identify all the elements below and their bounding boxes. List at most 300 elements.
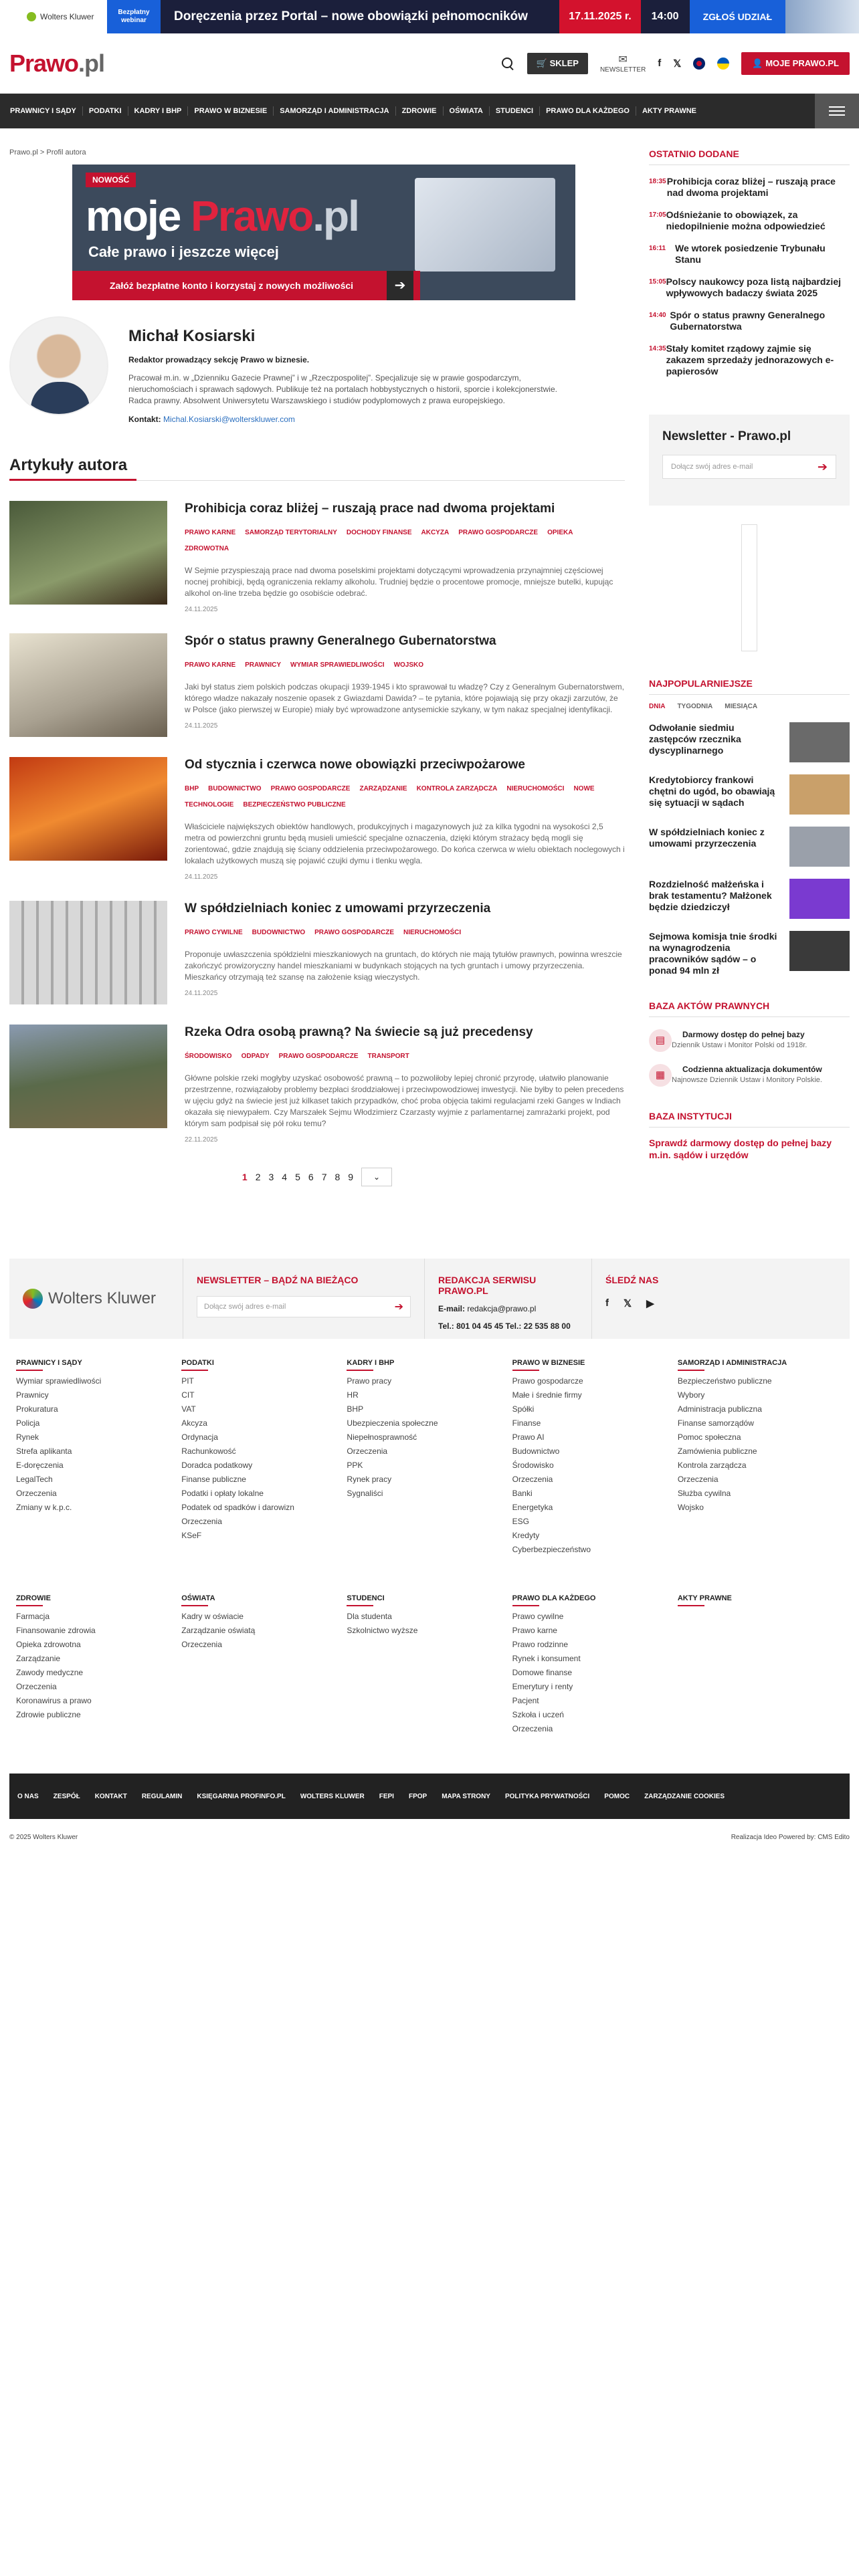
footer-link[interactable]: Finanse publiczne xyxy=(181,1475,246,1484)
nav-item[interactable]: AKTY PRAWNE xyxy=(642,107,697,115)
footer-link[interactable]: HR xyxy=(347,1390,359,1400)
article-tag[interactable]: WOJSKO xyxy=(393,661,424,669)
moje-prawo-button[interactable] xyxy=(741,52,850,75)
page-link[interactable]: 4 xyxy=(282,1172,288,1182)
article-card[interactable] xyxy=(9,757,625,881)
article-tags xyxy=(185,525,625,557)
shop-button[interactable] xyxy=(527,53,588,74)
footer-editorial xyxy=(425,1259,592,1339)
footer-link[interactable]: Finanse samorządów xyxy=(677,1418,754,1428)
popular-thumbnail[interactable] xyxy=(789,774,850,815)
footer-tel2: 22 535 88 00 xyxy=(523,1321,571,1331)
article-thumbnail[interactable] xyxy=(9,501,167,605)
moje-prawo-label: MOJE PRAWO.PL xyxy=(765,58,839,68)
footer-column-heading[interactable]: AKTY PRAWNE xyxy=(678,1594,843,1606)
pagination xyxy=(9,1168,625,1186)
page-link[interactable]: 5 xyxy=(295,1172,300,1182)
popular-item[interactable] xyxy=(649,722,850,762)
page-link[interactable]: 3 xyxy=(268,1172,274,1182)
latest-item[interactable] xyxy=(649,176,850,199)
footer-bottom-link[interactable]: FEPI xyxy=(379,1792,394,1800)
popular-title[interactable]: Rozdzielność małżeńska i brak testamentu? Małżonek będzie dziedziczył xyxy=(649,879,772,912)
footer-link[interactable]: Zawody medyczne xyxy=(16,1668,84,1677)
footer-link[interactable]: Finansowanie zdrowia xyxy=(16,1626,96,1635)
footer-link[interactable]: Koronawirus a prawo xyxy=(16,1696,92,1705)
footer-link[interactable]: Orzeczenia xyxy=(181,1640,222,1649)
footer-link[interactable]: Prawo cywilne xyxy=(512,1612,564,1621)
article-card[interactable] xyxy=(9,633,625,737)
footer-editorial-title: REDAKCJA SERWISU PRAWO.PL xyxy=(438,1275,537,1296)
laptop-image xyxy=(415,178,555,272)
article-tag[interactable]: ODPADY xyxy=(241,1053,270,1060)
article-date: 24.11.2025 xyxy=(185,873,218,881)
article-thumbnail[interactable] xyxy=(9,633,167,737)
footer-link[interactable]: Ordynacja xyxy=(181,1432,218,1442)
footer-link[interactable]: Wybory xyxy=(677,1390,705,1400)
footer-column-heading[interactable]: PRAWNICY I SĄDY xyxy=(16,1359,181,1371)
footer-column xyxy=(16,1594,181,1733)
footer-link[interactable]: Pacjent xyxy=(512,1696,539,1705)
tab-day[interactable]: DNIA xyxy=(649,703,666,710)
base-item-title: Codzienna aktualizacja dokumentów xyxy=(682,1065,822,1074)
footer-column xyxy=(181,1359,347,1554)
article-thumbnail[interactable] xyxy=(9,901,167,1004)
main-nav xyxy=(0,94,859,128)
newsletter-title: Newsletter - Prawo.pl xyxy=(662,429,791,443)
footer-link[interactable]: Administracja publiczna xyxy=(677,1404,762,1414)
wk-logo-icon xyxy=(27,12,36,21)
article-date: 22.11.2025 xyxy=(185,1136,218,1144)
popular-title[interactable]: W spółdzielniach koniec z umowami przyrzeczenia xyxy=(649,827,765,849)
nav-item[interactable]: PODATKI xyxy=(83,106,128,116)
wk-logo-icon xyxy=(23,1289,43,1309)
footer-link[interactable]: Służba cywilna xyxy=(677,1489,731,1498)
footer-link[interactable]: Zdrowie publiczne xyxy=(16,1710,81,1719)
contact-label: Kontakt: xyxy=(128,415,161,424)
realization: Realizacja Ideo Powered by: CMS Edito xyxy=(731,1834,850,1841)
footer-link[interactable]: Rachunkowość xyxy=(181,1446,236,1456)
footer-bottom-link[interactable]: POLITYKA PRYWATNOŚCI xyxy=(504,1792,590,1800)
article-tag[interactable]: PRAWO KARNE xyxy=(185,529,236,536)
article-tag[interactable]: BUDOWNICTWO xyxy=(252,929,306,936)
latest-title[interactable]: Prohibicja coraz bliżej – ruszają prace nad dwoma projektami xyxy=(666,176,836,198)
footer-column-list xyxy=(347,1376,512,1498)
popular-title[interactable]: Odwołanie siedmiu zastępców rzecznika dyscyplinarnego xyxy=(649,722,741,756)
article-body xyxy=(185,501,625,613)
promo-join-button[interactable]: ZGŁOŚ UDZIAŁ xyxy=(690,0,785,33)
main-content xyxy=(9,148,638,1186)
footer-link[interactable]: Banki xyxy=(512,1489,533,1498)
footer-link[interactable]: Farmacja xyxy=(16,1612,50,1621)
footer-link[interactable]: VAT xyxy=(181,1404,196,1414)
nav-item[interactable]: PRAWO DLA KAŻDEGO xyxy=(540,106,636,116)
footer-link[interactable]: ESG xyxy=(512,1517,529,1526)
article-tags xyxy=(185,1049,625,1065)
footer-link[interactable]: Strefa aplikanta xyxy=(16,1446,72,1456)
promo-brand-label: Wolters Kluwer xyxy=(40,12,94,21)
user-icon: 👤 xyxy=(752,58,766,68)
article-date: 24.11.2025 xyxy=(185,606,218,613)
footer-column-list xyxy=(347,1612,512,1635)
popular-item[interactable] xyxy=(649,879,850,919)
nav-item[interactable]: ZDROWIE xyxy=(396,106,444,116)
popular-title[interactable]: Kredytobiorcy frankowi chętni do ugód, bo obawiają się sytuacji w sądach xyxy=(649,774,775,808)
article-tag[interactable]: OPIEKA ZDROWOTNA xyxy=(185,529,573,552)
footer-email-placeholder: Dołącz swój adres e-mail xyxy=(204,1303,286,1311)
banner-title xyxy=(86,191,359,241)
footer-bottom-link[interactable]: POMOC xyxy=(604,1792,630,1800)
footer-link[interactable]: Prokuratura xyxy=(16,1404,58,1414)
newsletter-button[interactable] xyxy=(600,53,646,74)
footer-column-heading[interactable]: KADRY I BHP xyxy=(347,1359,512,1371)
footer-link[interactable]: Energetyka xyxy=(512,1503,553,1512)
institutions-heading: BAZA INSTYTUCJI xyxy=(649,1111,850,1128)
latest-item[interactable] xyxy=(649,343,850,377)
nav-item[interactable]: KADRY I BHP xyxy=(128,106,189,116)
footer-bottom-link[interactable]: WOLTERS KLUWER xyxy=(300,1792,365,1800)
newsletter-box xyxy=(649,415,850,506)
footer-link[interactable]: Orzeczenia xyxy=(512,1475,553,1484)
page-link[interactable]: 1 xyxy=(242,1172,248,1182)
footer-link[interactable]: Budownictwo xyxy=(512,1446,560,1456)
page-link[interactable]: 8 xyxy=(335,1172,341,1182)
footer-link[interactable]: Prawo gospodarcze xyxy=(512,1376,583,1386)
article-tag[interactable]: TRANSPORT xyxy=(367,1053,409,1060)
footer-link[interactable]: Szkoła i uczeń xyxy=(512,1710,564,1719)
promo-photo xyxy=(785,0,859,33)
footer-link[interactable]: Zarządzanie oświatą xyxy=(181,1626,256,1635)
article-thumbnail[interactable] xyxy=(9,757,167,861)
ad-slot xyxy=(741,524,757,651)
footer-link[interactable]: Kredyty xyxy=(512,1531,540,1540)
article-tag[interactable]: AKCYZA xyxy=(421,529,450,536)
latest-title[interactable]: Spór o status prawny Generalnego Gubernatorstwa xyxy=(670,310,826,332)
footer-link[interactable]: Zamówienia publiczne xyxy=(677,1446,757,1456)
contact-email-link[interactable]: Michal.Kosiarski@wolterskluwer.com xyxy=(163,415,295,424)
latest-item[interactable] xyxy=(649,243,850,265)
article-lead: Główne polskie rzeki mogłyby uzyskać osobowość prawną – to pozwoliłoby lepiej chronić przyrodę, ułatwiło planowanie przestrzenne, rozwiązałoby problemy bezpłaci środdziałowej i przeciwpowodziowej inwestycji. Nie byłby to pełen precedens w ujęciu gdyż na świecie jest już kilkaset takich przypadków, choć proba objęcia takimi regulacjami rzeki Ganges w Indiach okazała się niewypałem. Czy Marszałek Sejmu Włodzimierz Czarzasty wyjmie z parlamentarnej zamrażarki projekt, pod którym sam podpisał się pół roku temu? xyxy=(185,1073,624,1128)
article-tag[interactable]: ŚRODOWISKO xyxy=(185,1053,232,1060)
page-link[interactable]: 9 xyxy=(348,1172,354,1182)
article-tag[interactable]: PRAWO CYWILNE xyxy=(185,929,243,936)
base-item-title: Darmowy dostęp do pełnej bazy xyxy=(682,1030,805,1039)
nav-item[interactable]: OŚWIATA xyxy=(444,106,490,116)
footer-brand-label: Wolters Kluwer xyxy=(48,1289,156,1307)
footer-link[interactable]: Zmiany w k.p.c. xyxy=(16,1503,72,1512)
latest-title[interactable]: Odśnieżanie to obowiązek, za niedopilnienie można odpowiedzieć xyxy=(666,209,826,231)
footer-link[interactable]: Opieka zdrowotna xyxy=(16,1640,81,1649)
footer-link[interactable]: KSeF xyxy=(181,1531,202,1540)
shop-label: SKLEP xyxy=(549,58,579,68)
menu-icon[interactable] xyxy=(815,94,859,128)
footer-link[interactable]: Podatki i opłaty lokalne xyxy=(181,1489,264,1498)
footer-link[interactable]: Orzeczenia xyxy=(512,1724,553,1733)
articles-heading: Artykuły autora xyxy=(9,456,625,481)
popular-title[interactable]: Sejmowa komisja tnie środki na wynagrodzenia pracowników sądów – o ponad 94 mln zł xyxy=(649,931,777,976)
article-tag[interactable]: PRAWO GOSPODARCZE xyxy=(314,929,395,936)
newsletter-label: NEWSLETTER xyxy=(599,66,646,74)
arrow-right-icon[interactable]: ➔ xyxy=(817,459,828,473)
footer-bottom-link[interactable]: O NAS xyxy=(17,1792,39,1800)
page-link[interactable]: 2 xyxy=(255,1172,261,1182)
footer-link[interactable]: Cyberbezpieczeństwo xyxy=(512,1545,591,1554)
facebook-icon[interactable]: f xyxy=(605,1297,609,1309)
footer-columns xyxy=(0,1359,859,1554)
footer-link[interactable]: Prawo pracy xyxy=(347,1376,392,1386)
latest-item[interactable] xyxy=(649,209,850,232)
calendar-icon: ▦ xyxy=(649,1064,672,1087)
footer-link[interactable]: Rynek xyxy=(16,1432,39,1442)
latest-time: 17:05 xyxy=(649,211,666,219)
footer-link[interactable]: Pomoc społeczna xyxy=(677,1432,741,1442)
latest-item[interactable] xyxy=(649,276,850,299)
footer-bottom-link[interactable]: FPOP xyxy=(408,1792,427,1800)
article-tag[interactable]: PRAWO KARNE xyxy=(185,661,236,669)
footer-column-list xyxy=(512,1612,678,1733)
footer-follow-title: ŚLEDŹ NAS xyxy=(605,1275,659,1285)
footer-column xyxy=(347,1359,512,1554)
latest-time: 14:35 xyxy=(649,345,666,352)
article-lead: Jaki był status ziem polskich podczas okupacji 1939-1945 i kto sprawował tu władzę? Czy z Generalnym Gubernatorstwem, którego władze nakazały noszenie opasek z Gwiazdami Dawida? – te pytania, które pojawiają się przy okazji zarzutów, że w Polsce (jako pierwszej w Europie) miały być wprowadzone antysemickie szykany, w tym nakaz specjalnej identyfikacji. xyxy=(185,682,624,714)
footer-link[interactable]: Orzeczenia xyxy=(677,1475,719,1484)
footer-link[interactable]: Prawo karne xyxy=(512,1626,557,1635)
latest-time: 14:40 xyxy=(649,312,666,319)
article-title[interactable]: Prohibicja coraz bliżej – ruszają prace nad dwoma projektami xyxy=(185,502,555,516)
x-icon[interactable]: 𝕏 xyxy=(624,1298,632,1309)
article-tag[interactable]: NIERUCHOMOŚCI xyxy=(403,929,462,936)
footer-link[interactable]: PPK xyxy=(347,1461,363,1470)
article-tag[interactable]: PRAWNICY xyxy=(245,661,282,669)
footer-link[interactable]: Prawo rodzinne xyxy=(512,1640,568,1649)
footer-link[interactable]: Podatek od spadków i darowizn xyxy=(181,1503,294,1512)
youtube-icon[interactable]: ▶ xyxy=(646,1298,654,1309)
footer-link[interactable]: Orzeczenia xyxy=(16,1489,57,1498)
article-tag[interactable]: PRAWO GOSPODARCZE xyxy=(458,529,539,536)
article-tag[interactable]: WYMIAR SPRAWIEDLIWOŚCI xyxy=(290,661,385,669)
footer-link[interactable]: Rynek pracy xyxy=(347,1475,392,1484)
article-tag[interactable]: DOCHODY FINANSE xyxy=(346,529,412,536)
latest-title[interactable]: Stały komitet rządowy zajmie się zakazem sprzedaży jednorazowych e-papierosów xyxy=(666,343,834,377)
popular-thumbnail[interactable] xyxy=(789,931,850,971)
footer-column-heading[interactable]: OŚWIATA xyxy=(181,1594,347,1606)
uk-flag-icon[interactable] xyxy=(693,58,705,70)
nav-item[interactable]: STUDENCI xyxy=(490,106,540,116)
article-title[interactable]: W spółdzielniach koniec z umowami przyrzeczenia xyxy=(185,901,491,916)
popular-list xyxy=(649,722,850,976)
footer-bottom-link[interactable]: MAPA STRONY xyxy=(442,1792,490,1800)
nav-item[interactable]: PRAWO W BIZNESIE xyxy=(188,106,274,116)
article-card[interactable] xyxy=(9,1025,625,1144)
base-item[interactable] xyxy=(649,1029,850,1052)
page-link[interactable]: 6 xyxy=(308,1172,314,1182)
footer-link[interactable]: Prawnicy xyxy=(16,1390,49,1400)
footer-column-list xyxy=(512,1376,678,1554)
latest-heading: OSTATNIO DODANE xyxy=(649,148,850,165)
latest-title[interactable]: We wtorek posiedzenie Trybunału Stanu xyxy=(675,243,826,265)
x-icon[interactable]: 𝕏 xyxy=(673,58,682,70)
footer-link[interactable]: Szkolnictwo wyższe xyxy=(347,1626,418,1635)
footer-column-heading[interactable]: PODATKI xyxy=(181,1359,347,1371)
footer-link[interactable]: Bezpieczeństwo publiczne xyxy=(677,1376,772,1386)
footer-column-heading[interactable]: STUDENCI xyxy=(347,1594,512,1606)
breadcrumb-home[interactable]: Prawo.pl xyxy=(9,148,38,156)
ua-flag-icon[interactable] xyxy=(717,58,729,70)
author-role: Redaktor prowadzący sekcję Prawo w biznesie. xyxy=(128,355,310,364)
article-tag[interactable]: ZARZĄDZANIE xyxy=(359,785,407,792)
footer-link[interactable]: Prawo AI xyxy=(512,1432,545,1442)
banner-title-a: moje xyxy=(86,192,191,240)
popular-thumbnail[interactable] xyxy=(789,827,850,867)
footer-bottom-link[interactable]: KSIĘGARNIA PROFINFO.PL xyxy=(197,1792,286,1800)
article-tag[interactable]: KONTROLA ZARZĄDCZA xyxy=(416,785,498,792)
site-header xyxy=(0,33,859,94)
chevron-down-icon[interactable]: ⌄ xyxy=(361,1168,392,1186)
newsletter-email-input[interactable] xyxy=(662,455,836,479)
footer-link[interactable]: BHP xyxy=(347,1404,364,1414)
footer-bottom-link[interactable]: KONTAKT xyxy=(94,1792,127,1800)
footer-column xyxy=(678,1359,843,1554)
footer-newsletter xyxy=(183,1259,425,1339)
article-body xyxy=(185,901,625,1004)
tab-month[interactable]: MIESIĄCA xyxy=(725,703,758,710)
article-lead: Proponuje uwłaszczenia spółdzielni mieszkaniowych na gruntach, do których nie mają tytułów prawnych, powinna wreszcie zakończyć prowizoryczny handel mieszkaniami w budynkach stojących na tych gruntach i umowy przyrzeczenia. Mieszkańcy otrzymają też szansę na założenie ksiąg wieczystych. xyxy=(185,950,622,982)
banner-cta[interactable]: Załóż bezpłatne konto i korzystaj z nowych możliwości xyxy=(72,271,420,300)
footer-link[interactable]: Ubezpieczenia społeczne xyxy=(347,1418,438,1428)
footer-email-input[interactable] xyxy=(197,1296,411,1317)
footer-link[interactable]: Wojsko xyxy=(677,1503,704,1512)
tab-week[interactable]: TYGODNIA xyxy=(677,703,713,710)
article-body xyxy=(185,633,625,737)
footer-column xyxy=(16,1359,181,1554)
institutions-link[interactable]: Sprawdź darmowy dostęp do pełnej bazy m.in. sądów i urzędów xyxy=(649,1138,832,1160)
latest-time: 16:11 xyxy=(649,245,666,252)
footer-link[interactable]: Zarządzanie xyxy=(16,1654,61,1663)
author-profile xyxy=(9,316,625,424)
footer-link[interactable]: Wymiar sprawiedliwości xyxy=(16,1376,102,1386)
articles-list xyxy=(9,501,625,1144)
footer-columns xyxy=(0,1594,859,1733)
nav-item[interactable]: PRAWNICY I SĄDY xyxy=(4,106,83,116)
footer-newsletter-title: NEWSLETTER – BĄDŹ NA BIEŻĄCO xyxy=(197,1275,359,1285)
author-bio: Pracował m.in. w „Dzienniku Gazecie Prawnej” i w „Rzeczpospolitej”. Specjalizuje się w prawie gospodarczym, nieruchomościach i sprawach sądowych. Publikuje też na portalach hobbystycznych o historii, sporcie i kolekcjonerstwie. Radca prawny. Absolwent Uniwersytetu Warszawskiego i studiów podyplomowych z prawa europejskiego. xyxy=(128,373,557,405)
footer-brand[interactable] xyxy=(9,1259,183,1339)
popular-item[interactable] xyxy=(649,774,850,815)
promo-banner[interactable] xyxy=(0,0,859,33)
article-tag[interactable]: BEZPIECZEŃSTWO PUBLICZNE xyxy=(243,801,346,809)
article-tag[interactable]: BUDOWNICTWO xyxy=(208,785,262,792)
footer-link[interactable]: Niepełnosprawność xyxy=(347,1432,417,1442)
footer-link[interactable]: Rynek i konsument xyxy=(512,1654,581,1663)
page-link[interactable]: 7 xyxy=(321,1172,327,1182)
footer-column-list xyxy=(181,1612,347,1649)
article-tag[interactable]: BHP xyxy=(185,785,199,792)
popular-thumbnail[interactable] xyxy=(789,879,850,919)
footer-link[interactable]: Doradca podatkowy xyxy=(181,1461,253,1470)
popular-heading: NAJPOPULARNIEJSZE xyxy=(649,678,850,695)
article-tag[interactable]: NIERUCHOMOŚCI xyxy=(506,785,565,792)
sidebar xyxy=(649,148,850,1186)
footer-column-list xyxy=(181,1376,347,1540)
nav-item[interactable]: SAMORZĄD I ADMINISTRACJA xyxy=(274,106,395,116)
article-tag[interactable]: NOWE TECHNOLOGIE xyxy=(185,785,595,809)
footer-link[interactable]: Policja xyxy=(16,1418,40,1428)
footer-column-list xyxy=(16,1376,181,1512)
breadcrumb xyxy=(9,148,625,156)
footer-link[interactable]: Domowe finanse xyxy=(512,1668,572,1677)
base-item-subtitle: Dziennik Ustaw i Monitor Polski od 1918r. xyxy=(672,1041,807,1049)
footer-band xyxy=(9,1259,850,1339)
footer-column-heading[interactable]: ZDROWIE xyxy=(16,1594,181,1606)
footer-column-heading[interactable]: PRAWO W BIZNESIE xyxy=(512,1359,678,1371)
footer-link[interactable]: Sygnaliści xyxy=(347,1489,383,1498)
footer-tel: 801 04 45 45 xyxy=(456,1321,504,1331)
site-logo[interactable] xyxy=(9,49,104,78)
footer-link[interactable]: Kontrola zarządcza xyxy=(677,1461,747,1470)
promo-date: 17.11.2025 r. xyxy=(559,0,640,33)
article-card[interactable] xyxy=(9,501,625,613)
article-tags xyxy=(185,657,625,673)
footer-link[interactable]: LegalTech xyxy=(16,1475,53,1484)
article-lead: W Sejmie przyspieszają prace nad dwoma poselskimi projektami dotyczącymi wprowadzenia przynajmniej częściowej nocnej prohibicji, będą ograniczenia reklamy alkoholu. Trudniej będzie o procentowe promocje, mniejsze butelki, kupując alkohol on-line trzeba będzie go osobiście odebrać. xyxy=(185,566,613,598)
footer-link[interactable]: Orzeczenia xyxy=(181,1517,222,1526)
footer-link[interactable]: CIT xyxy=(181,1390,195,1400)
footer-social xyxy=(592,1259,672,1339)
arrow-right-icon[interactable]: ➔ xyxy=(387,271,413,300)
footer-link[interactable]: Kadry w oświacie xyxy=(181,1612,244,1621)
footer-link[interactable]: Akcyza xyxy=(181,1418,207,1428)
latest-list xyxy=(649,176,850,377)
facebook-icon[interactable]: f xyxy=(658,58,662,69)
footer-link[interactable]: Środowisko xyxy=(512,1461,554,1470)
footer-link[interactable]: Orzeczenia xyxy=(347,1446,388,1456)
footer-column-list xyxy=(678,1376,843,1512)
footer-column-heading[interactable]: SAMORZĄD I ADMINISTRACJA xyxy=(678,1359,843,1371)
popular-item[interactable] xyxy=(649,827,850,867)
search-icon[interactable] xyxy=(500,56,515,71)
article-title[interactable]: Od stycznia i czerwca nowe obowiązki przeciwpożarowe xyxy=(185,758,525,772)
article-card[interactable] xyxy=(9,901,625,1004)
base-item[interactable] xyxy=(649,1064,850,1087)
footer-link[interactable]: Spółki xyxy=(512,1404,535,1414)
footer-link[interactable]: E-doręczenia xyxy=(16,1461,64,1470)
latest-title[interactable]: Polscy naukowcy poza listą najbardziej wpływowych badaczy świata 2025 xyxy=(666,276,841,298)
moje-prawo-banner[interactable] xyxy=(72,165,575,300)
article-thumbnail[interactable] xyxy=(9,1025,167,1128)
footer-link[interactable]: Dla studenta xyxy=(347,1612,392,1621)
footer-email-link[interactable]: redakcja@prawo.pl xyxy=(467,1304,537,1313)
popular-thumbnail[interactable] xyxy=(789,722,850,762)
footer-link[interactable]: Finanse xyxy=(512,1418,541,1428)
latest-item[interactable] xyxy=(649,310,850,332)
footer-link[interactable]: Małe i średnie firmy xyxy=(512,1390,582,1400)
breadcrumb-current: Profil autora xyxy=(46,148,86,156)
footer-link[interactable]: Orzeczenia xyxy=(16,1682,57,1691)
arrow-right-icon[interactable]: ➔ xyxy=(394,1301,403,1313)
footer-link[interactable]: Emerytury i renty xyxy=(512,1682,573,1691)
banner-title-c: .pl xyxy=(312,192,359,240)
footer-link[interactable]: PIT xyxy=(181,1376,194,1386)
footer-bottom-link[interactable]: ZESPÓŁ xyxy=(53,1792,80,1800)
article-tag[interactable]: PRAWO GOSPODARCZE xyxy=(270,785,351,792)
popular-item[interactable] xyxy=(649,931,850,976)
article-tag[interactable]: SAMORZĄD TERYTORIALNY xyxy=(245,529,337,536)
article-tag[interactable]: PRAWO GOSPODARCZE xyxy=(278,1053,359,1060)
footer-column-heading[interactable]: PRAWO DLA KAŻDEGO xyxy=(512,1594,678,1606)
article-title[interactable]: Rzeka Odra osobą prawną? Na świecie są już precedensy xyxy=(185,1025,533,1039)
article-title[interactable]: Spór o status prawny Generalnego Gubernatorstwa xyxy=(185,634,496,648)
footer-bottom-link[interactable]: ZARZĄDZANIE COOKIES xyxy=(644,1792,725,1800)
footer-bottom-link[interactable]: REGULAMIN xyxy=(141,1792,183,1800)
